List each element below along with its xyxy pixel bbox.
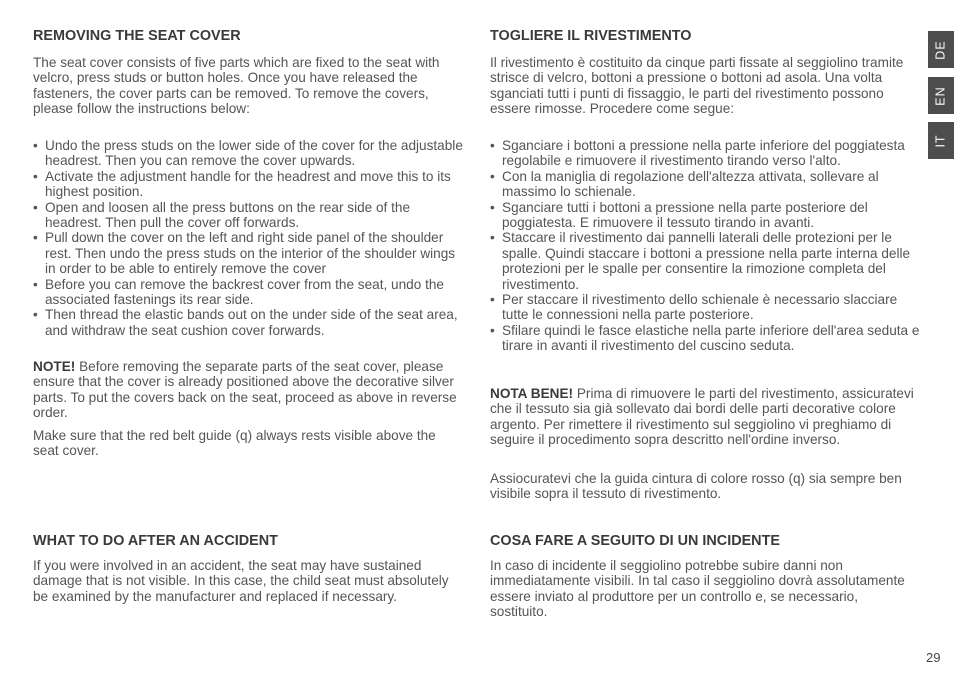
removing-title-it: TOGLIERE IL RIVESTIMENTO	[490, 28, 692, 44]
list-item: • Activate the adjustment handle for the headrest and move this to its highest position.	[33, 168, 451, 200]
page-number: 29	[926, 650, 941, 665]
list-item: • Undo the press studs on the lower side of the cover for the adjustable headrest. Then you can remove the cover upwards.	[33, 138, 463, 169]
bullet-icon: •	[490, 322, 495, 338]
removing-title-en: REMOVING THE SEAT COVER	[33, 28, 241, 44]
list-item: • Before you can remove the backrest cover from the seat, undo the associated fastenings its rear side.	[33, 276, 444, 308]
removing-intro-it: Il rivestimento è costituito da cinque parti fissate al seggiolino tramite strisce di velcro, bottoni a pressione o bottoni ad asola. Una volta sganciati tutti i punti di fissaggio, le parti del rivestimento possono essere rimosse. Procedere come segue:	[490, 55, 904, 117]
note-it	[490, 386, 922, 448]
accident-title-it: COSA FARE A SEGUITO DI UN INCIDENTE	[490, 533, 780, 549]
removing-steps-it	[490, 138, 922, 354]
list-item: • Pull down the cover on the left and right side panel of the shoulder rest. Then undo the press studs on the interior of the shoulder wings in order to be able to entirely remove the cover	[33, 230, 456, 277]
list-item: • Sganciare tutti i bottoni a pressione nella parte posteriore del poggiatesta. E rimuovere il tessuto tirando in avanti.	[490, 199, 868, 231]
bullet-icon: •	[490, 199, 495, 215]
list-item: • Sganciare i bottoni a pressione nella parte inferiore del poggiatesta regolabile e rimuovere il rivestimento tirando verso l'alto.	[490, 138, 905, 169]
list-item: • Open and loosen all the press buttons on the rear side of the headrest. Then pull the cover off forwards.	[33, 199, 411, 231]
bullet-icon: •	[490, 138, 495, 153]
accident-title-en: WHAT TO DO AFTER AN ACCIDENT	[33, 533, 278, 549]
bullet-icon: •	[33, 138, 38, 153]
list-item: • Then thread the elastic bands out on the under side of the seat area, and withdraw the seat cushion cover forwards.	[33, 307, 458, 338]
removing-intro-en: The seat cover consists of five parts which are fixed to the seat with velcro, press studs or button holes. Once you have released the fasteners, the cover parts can be removed. To remove the covers, please follow the instructions below:	[33, 55, 440, 117]
belt-note-it: Assiocuratevi che la guida cintura di colore rosso (q) sia sempre ben visibile sopra il tessuto di rivestimento.	[490, 471, 902, 502]
belt-note-en: Make sure that the red belt guide (q) always rests visible above the seat cover.	[33, 428, 436, 459]
note-en	[33, 359, 458, 421]
language-tab-en: EN	[928, 77, 954, 114]
bullet-icon: •	[33, 199, 38, 215]
bullet-icon: •	[33, 230, 38, 246]
accident-text-it: In caso di incidente il seggiolino potrebbe subire danni non immediatamente visibili. In tal caso il seggiolino dovrà assolutamente essere inviato al produttore per un controllo e, se necessario, sostituito.	[490, 558, 905, 620]
note-label: NOTE!	[33, 359, 76, 374]
bullet-icon: •	[490, 168, 495, 184]
list-item: • Staccare il rivestimento dai pannelli laterali delle protezioni per le spalle. Quindi staccare i bottoni a pressione nella parte interna delle protezioni per le spalle per consentire la rimozione completa del rivestimento.	[490, 230, 911, 292]
list-item: • Sfilare quindi le fasce elastiche nella parte inferiore dell'area seduta e tirare in avanti il rivestimento del cuscino seduta.	[490, 322, 920, 354]
bullet-icon: •	[490, 230, 495, 246]
bullet-icon: •	[33, 168, 38, 184]
removing-steps-en	[33, 138, 463, 338]
language-tab-it: IT	[928, 122, 954, 159]
list-item: • Per staccare il rivestimento dello schienale è necessario slacciare tutte le connessioni nella parte posteriore.	[490, 292, 898, 323]
note-text: Before removing the separate parts of the seat cover, please ensure that the cover is already positioned above the decorative silver parts. To put the covers back on the seat, proceed as above in reverse order.	[33, 359, 457, 421]
note-text: Prima di rimuovere le parti del rivestimento, assicuratevi che il tessuto sia già sollevato dai bordi delle parti decorative colore argento. Per rimettere il rivestimento sul seggiolino vi preghiamo di seguire il procedimento sopra descritto nell'ordine inverso.	[490, 386, 914, 448]
accident-text-en: If you were involved in an accident, the seat may have sustained damage that is not visible. In this case, the child seat must absolutely be examined by the manufacturer and replaced if necessary.	[33, 558, 449, 604]
bullet-icon: •	[490, 292, 495, 308]
bullet-icon: •	[33, 276, 38, 292]
bullet-icon: •	[33, 307, 38, 323]
list-item: • Con la maniglia di regolazione dell'altezza attivata, sollevare al massimo lo schienale.	[490, 168, 879, 200]
note-label: NOTA BENE!	[490, 386, 574, 401]
language-tab-de: DE	[928, 31, 954, 68]
